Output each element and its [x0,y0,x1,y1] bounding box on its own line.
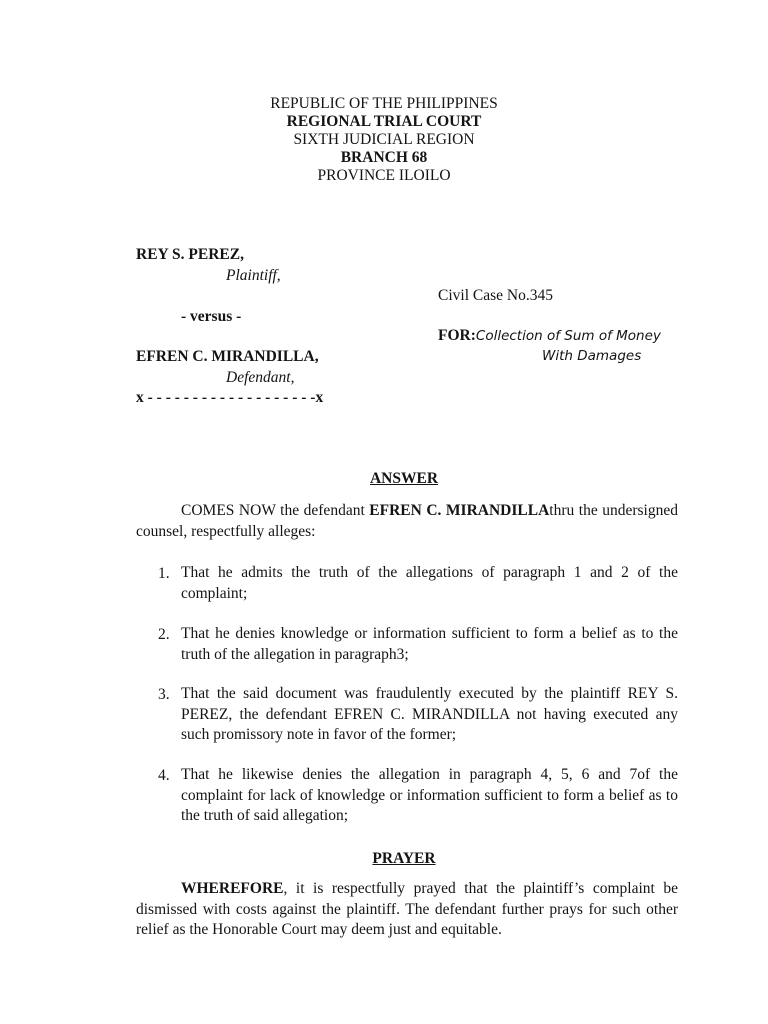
answer-intro-post: thru the undersigned counsel, respectfully alleges: [136,502,678,540]
header-province: PROVINCE ILOILO [317,167,451,184]
answer-intro-pre: COMES NOW the defendant [181,502,370,519]
item-2-number: 2. [158,626,170,643]
allegation-item-2: That he denies knowledge or information sufficient to form a belief as to the truth of the allegation in paragraph3; [181,625,678,663]
header-republic: REPUBLIC OF THE PHILIPPINES [270,95,498,112]
answer-heading: ANSWER [369,470,439,487]
defendant-name-inline: EFREN C. MIRANDILLA [369,502,550,519]
case-nature-line1: Collection of Sum of Money [475,328,661,344]
versus-label: - versus - [181,308,242,325]
item-4-number: 4. [158,767,170,784]
case-nature-line2: With Damages [542,348,642,364]
header-region: SIXTH JUDICIAL REGION [293,131,475,148]
allegation-item-3: That the said document was fraudulently executed by the plaintiff REY S. PEREZ, the defendant EFREN C. MIRANDILLA not having executed any such promissory note in favor of the former; [181,685,678,743]
plaintiff-name: REY S. PEREZ, [136,246,244,263]
for-label: FOR: [438,327,476,344]
allegation-item-1: That he admits the truth of the allegations of paragraph 1 and 2 of the complaint; [181,564,678,602]
prayer-paragraph [136,879,678,941]
wherefore-lead: WHEREFORE [181,880,284,897]
caption-separator: x - - - - - - - - - - - - - - - - - - -x [136,389,324,406]
civil-case-number: Civil Case No.345 [438,287,553,304]
answer-intro [136,500,678,542]
item-3-number: 3. [158,686,170,703]
header-court: REGIONAL TRIAL COURT [286,113,482,130]
plaintiff-role: Plaintiff, [226,267,281,284]
defendant-name: EFREN C. MIRANDILLA, [136,348,319,365]
allegation-item-4: That he likewise denies the allegation in paragraph 4, 5, 6 and 7of the complaint for lack of knowledge or information sufficient to form a belief as to the truth of said allegation; [181,766,678,824]
item-1-number: 1. [158,565,170,582]
header-branch: BRANCH 68 [340,149,428,166]
prayer-heading: PRAYER [372,850,436,867]
prayer-text: , it is respectfully prayed that the plaintiff’s complaint be dismissed with costs against the plaintiff. The defendant further prays for such other relief as the Honorable Court may deem just and equitable. [136,880,678,938]
defendant-role: Defendant, [226,369,295,386]
case-nature [438,325,661,347]
